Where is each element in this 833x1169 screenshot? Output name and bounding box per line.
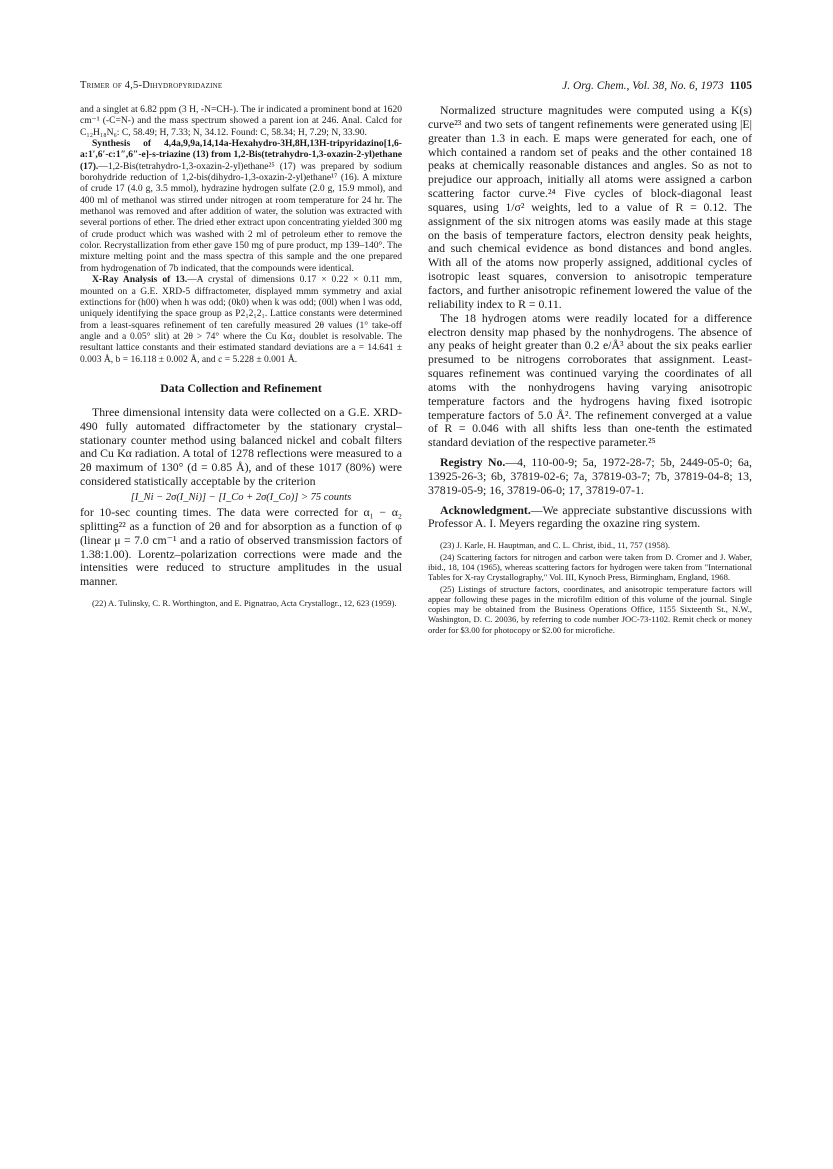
journal-name: J. Org. Chem., Vol. 38, No. 6, 1973 — [562, 80, 724, 92]
synthesis-body: —1,2-Bis(tetrahydro-1,3-oxazin-2-yl)ethane²⁵ (17) was prepared by sodium borohydride reduction of 1,2-bis(dihydro-1,3-oxazin-2-yl)ethane¹⁷ (16). A mixture of crude 17 (4.0 g, 3.5 mmol), hydrazine hydrogen sulfate (2.0 g, 15.9 mmol), and 400 ml of methanol was stirred under nitrogen at room temperature for 24 hr. The methanol was removed and after addition of water, the solution was extracted with several portions of ether. The dried ether extract upon concentrating yielded 300 mg of crude product which was washed with 2 ml of petroleum ether to remove the color. Recrystallization from ether gave 150 mg of pure product, mp 139–140°. The mixture melting point and the mass spectra of this sample and the one prepared from hydrogenation of 7b indicated, that the compounds were identical. — [80, 160, 402, 274]
acknowledgment-body: —We appreciate substantive discussions with Professor A. I. Meyers regarding the oxazine ring system. — [428, 502, 752, 531]
footnote-25: (25) Listings of structure factors, coordinates, and anisotropic temperature factors will appear following these pages in the microfilm edition of this volume of the journal. Single copies may be obtained from the Business Operations Office, 1155 Sixteenth St., N.W., Washington, D. C. 20036, by referring to code number JOC-73-1102. Remit check or money order for $3.00 for photocopy or $2.00 for microfiche. — [428, 583, 752, 635]
synthesis-title: Synthesis of 4,4a,9,9a,14,14a-Hexahydro-3H,8H,13H-tripyridazino[1,6-a:1′,6′-c:1″,6″-e]-s-triazine (13) from 1,2-Bis(tetrahydro-1,3-oxazin-2-yl)ethane (17). — [80, 138, 402, 172]
running-header — [80, 80, 752, 94]
criterion-equation: [I_Ni − 2σ(I_Ni)] − [I_Co + 2σ(I_Co)] > 75 counts — [130, 491, 352, 503]
footnote-22: (22) A. Tulinsky, C. R. Worthington, and E. Pignatrao, Acta Crystallogr., 12, 623 (1959). — [92, 598, 397, 609]
running-title: Trimer of 4,5-Dihydropyridazine — [80, 80, 223, 91]
page-number: 1105 — [729, 80, 752, 92]
left-column — [80, 104, 402, 608]
acknowledgment-label: Acknowledgment. — [440, 502, 531, 517]
xray-body: —A crystal of dimensions 0.17 × 0.22 × 0.11 mm, mounted on a G.E. XRD-5 diffractometer, displayed mmm symmetry and axial extinctions for (h00) when h was odd; (0k0) when k was odd; (00l) when l was odd, uniquely identifying the space group as P2₁2₁2₁. Lattice constants were determined from a least-squares refinement of ten carefully measured 2θ values (1° take-off angle and a 0.05° slit) at 2θ > 74° where the Cu Kα₂ doublet is resolvable. The resultant lattice constants and their estimated standard deviations are a = 14.641 ± 0.003 Å, b = 16.118 ± 0.002 Å, and c = 5.228 ± 0.001 Å. — [80, 274, 402, 365]
corrections-paragraph: for 10-sec counting times. The data were corrected for α₁ − α₂ splitting²² as a function of 2θ and for absorption as a function of φ (linear μ = 7.0 cm⁻¹ and a ratio of observed transmission factors of 1.38:1.00). Lorentz–polarization corrections were made and the intensities were reduced to structure amplitudes in the usual manner. — [80, 504, 402, 589]
acknowledgment-paragraph — [428, 504, 752, 532]
registry-label: Registry No. — [440, 455, 506, 470]
structure-paragraph: Normalized structure magnitudes were computed using a K(s) curve²³ and two sets of tangent refinements were generated using |E| greater than 1.3 in each. E maps were generated for each, one of which contained a random set of peaks and the other contained 18 peaks at chemically reasonable distances and angles. So as not to prejudice our approach, initially all atoms were assigned a carbon scattering factor curve.²⁴ Five cycles of block-diagonal least squares, using 1/σ² weights, led to a value of R = 0.12. The assignment of the six nitrogen atoms was easily made at this stage on the basis of temperature factors, electron density peak heights, and such chemical evidence as bond distances and bond angles. With all of the atoms now properly assigned, additional cycles of isotropic least squares, conversion to anisotropic temperature factors, and further anisotropic refinement lowered the value of the reliability index to R = 0.11. — [428, 103, 752, 311]
hydrogen-paragraph: The 18 hydrogen atoms were readily located for a difference electron density map phased by the nonhydrogens. The absence of any peaks of height greater than 0.2 e/Å³ about the six peaks earlier presumed to be nitrogens corroborates that assignment. Least-squares refinement was continued varying the coordinates of all atoms with the nonhydrogens having varying anisotropic temperature factors and the hydrogens having fixed isotropic temperature factors of 5.0 Å². The refinement converged at a value of R = 0.046 with all shifts less than one-tenth the estimated standard deviation of the respective parameter.²⁵ — [428, 310, 752, 450]
footnote-23: (23) J. Karle, H. Hauptman, and C. L. Christ, ibid., 11, 757 (1958). — [440, 540, 671, 551]
journal-citation — [562, 80, 752, 92]
registry-body: —4, 110-00-9; 5a, 1972-28-7; 5b, 2449-05-0; 6a, 13925-26-3; 6b, 37819-02-6; 7a, 37819-03-7; 7b, 37819-04-8; 13, 37819-05-9; 16, 37819-06-0; 17, 37819-07-1. — [428, 455, 752, 497]
footnote-24: (24) Scattering factors for nitrogen and carbon were taken from D. Cromer and J. Waber, ibid., 18, 104 (1965), whereas scattering factors for hydrogen were taken from "International Tables for X-ray Crystallography," Vol. III, Kynoch Press, Birmingham, England, 1968. — [428, 551, 752, 583]
section-heading: Data Collection and Refinement — [160, 380, 322, 395]
registry-paragraph — [428, 456, 752, 498]
synthesis-paragraph — [80, 138, 402, 274]
nmr-paragraph: and a singlet at 6.82 ppm (3 H, -N=CH-). The ir indicated a prominent bond at 1620 cm⁻¹ (-C=N-) and the mass spectrum showed a parent ion at 246. Anal. Calcd for C₁₂H₁₈N₆: C, 58.49; H, 7.33; N, 34.12. Found: C, 58.34; H, 7.29; N, 33.90. — [80, 104, 402, 138]
data-collection-paragraph: Three dimensional intensity data were collected on a G.E. XRD-490 fully automated diffractometer by the stationary crystal–stationary counter method using balanced nickel and cobalt filters and Cu Kα radiation. A total of 1278 reflections were measured to a 2θ maximum of 130° (d = 0.85 Å), and of these 1017 (80%) were considered statistically acceptable by the criterion — [80, 404, 402, 489]
xray-paragraph — [80, 274, 402, 365]
xray-title: X-Ray Analysis of 13. — [92, 274, 188, 286]
right-column — [428, 104, 752, 635]
